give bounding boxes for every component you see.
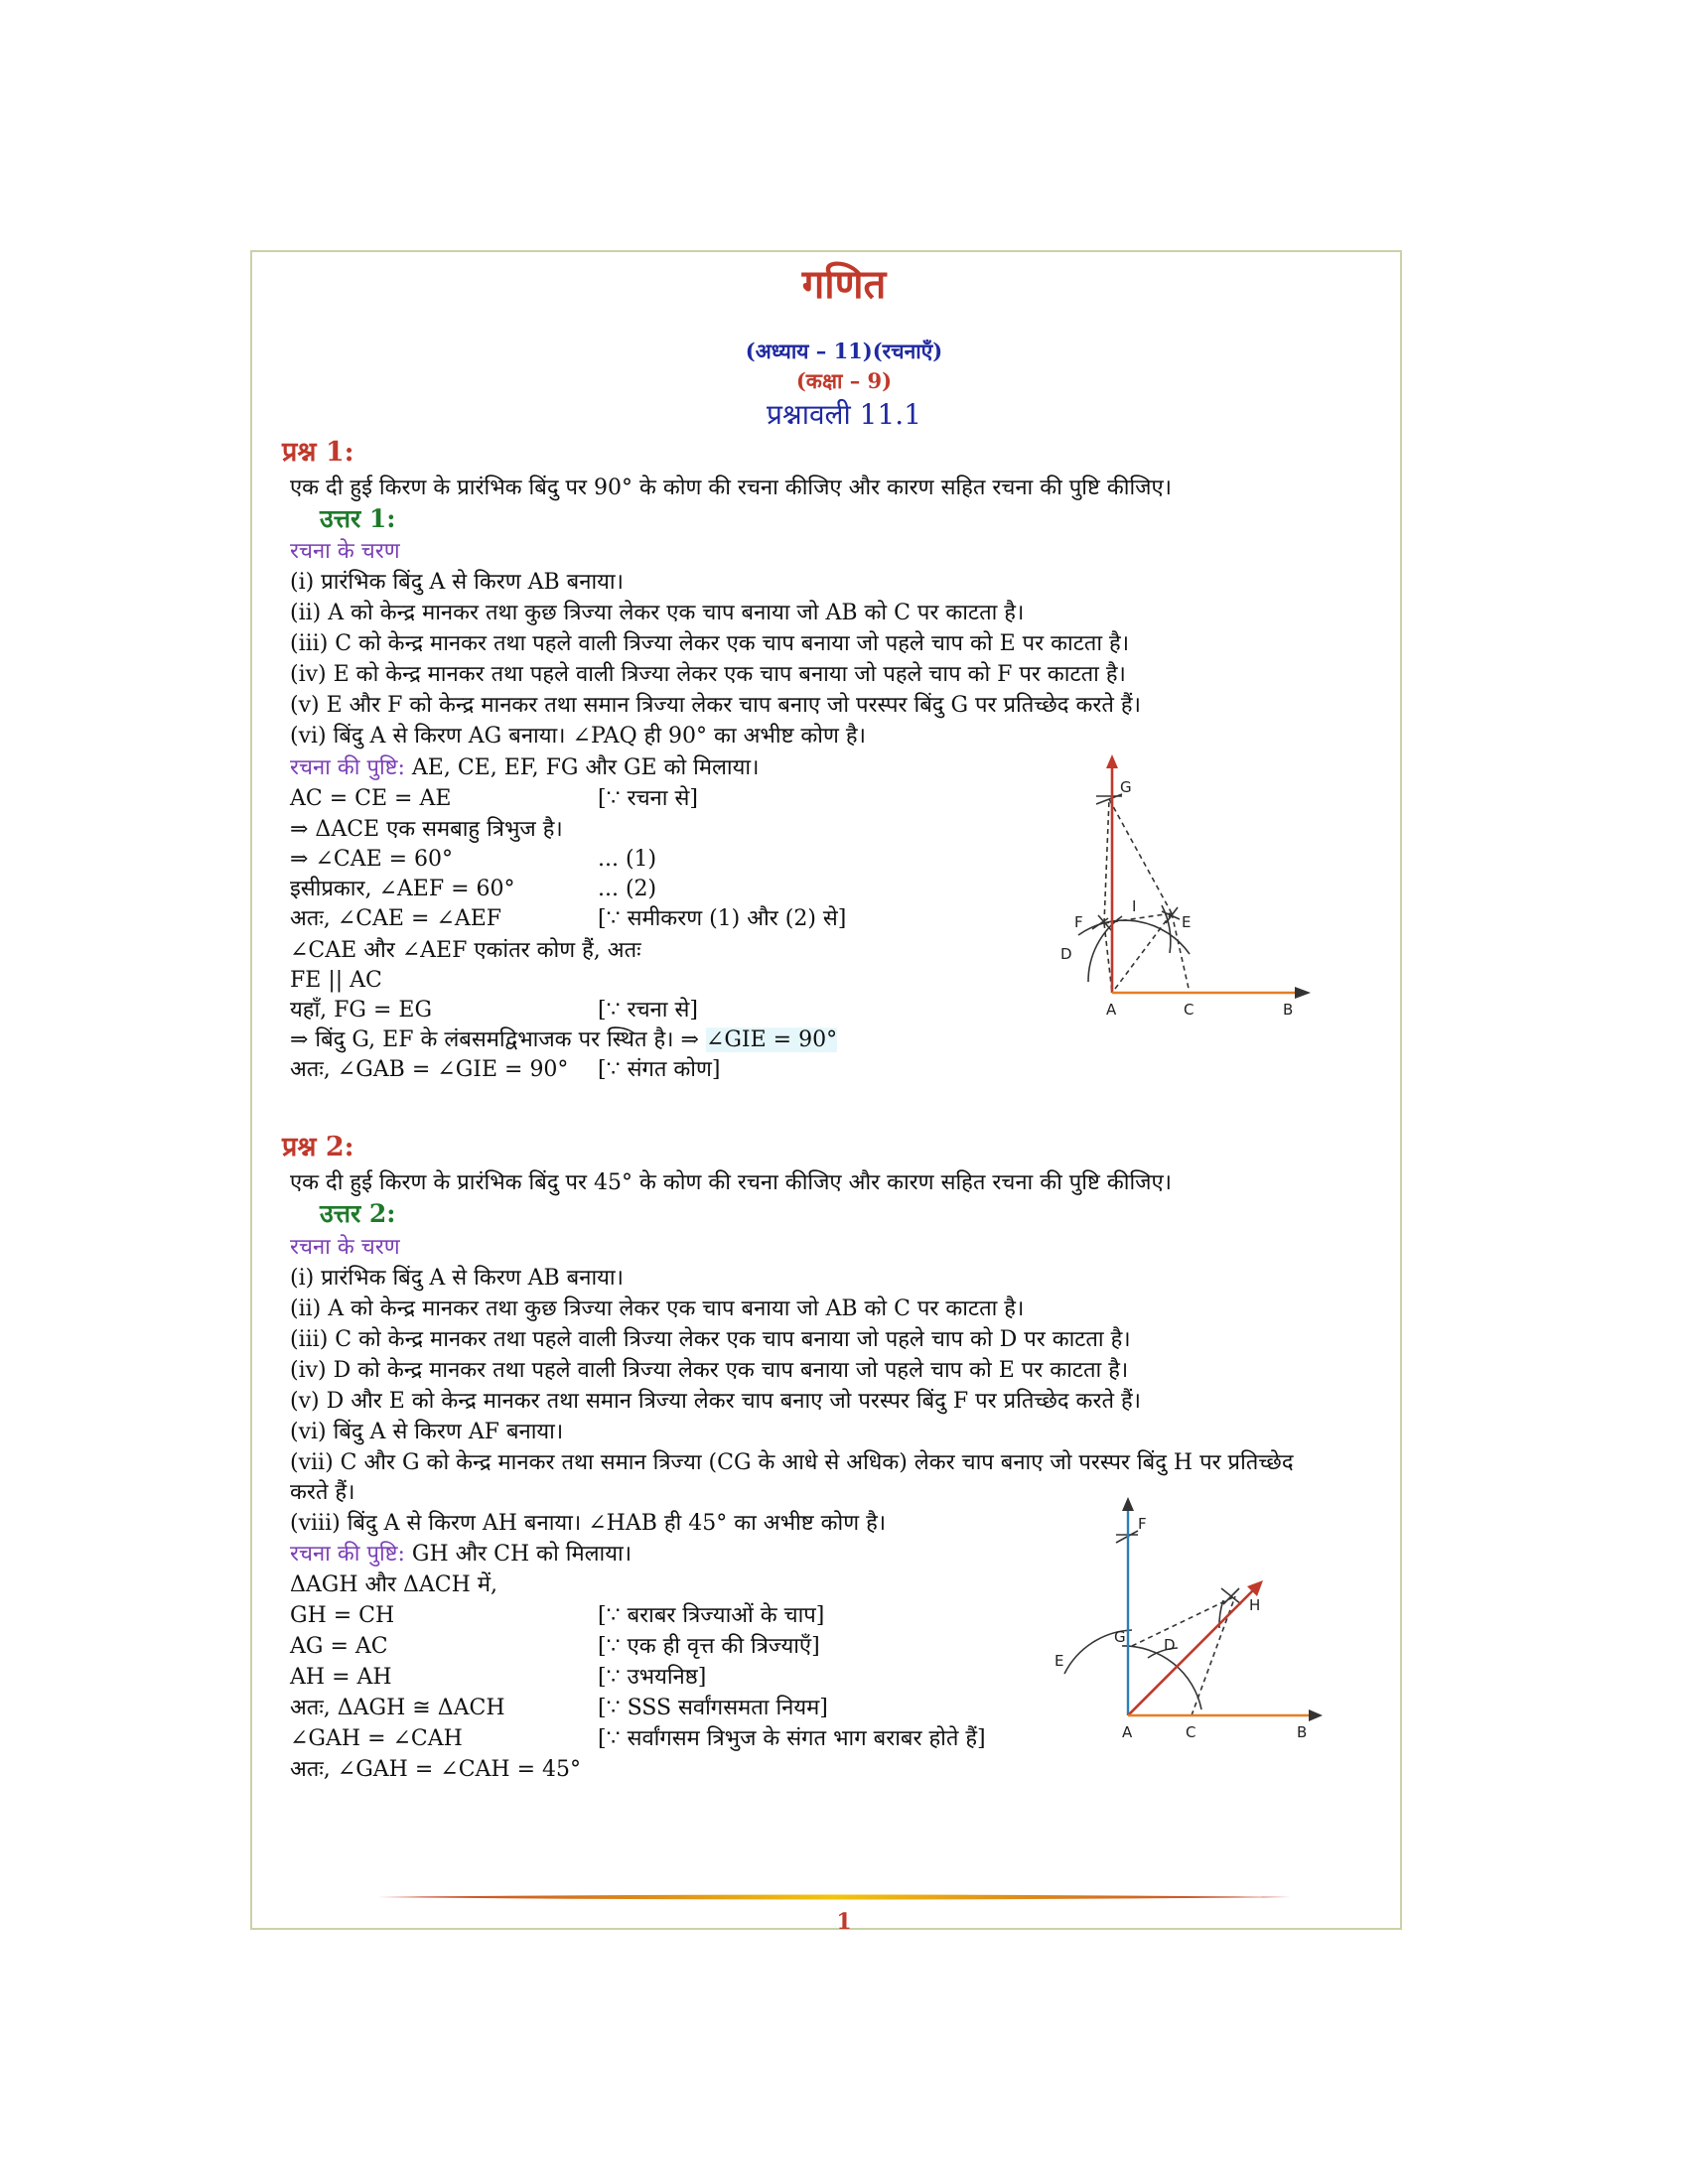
q1-proof-left: ⇒ ΔACE एक समबाहु त्रिभुज है।	[290, 817, 563, 842]
q2-proof-left: AG = AC	[290, 1634, 388, 1659]
q2-step: (iii) C को केन्द्र मानकर तथा पहले वाली त्रिज्या लेकर एक चाप बनाया जो पहले चाप को D पर काटता है।	[290, 1327, 1131, 1352]
q2-step: (viii) बिंदु A से किरण AH बनाया। ∠HAB ही 45° का अभीष्ट कोण है।	[290, 1511, 887, 1536]
q2-question: एक दी हुई किरण के प्रारंभिक बिंदु पर 45° के कोण की रचना कीजिए और कारण सहित रचना की पुष्टि कीजिए।	[290, 1170, 1172, 1195]
q1-step: (i) प्रारंभिक बिंदु A से किरण AB बनाया।	[290, 570, 624, 595]
q2-step: (ii) A को केन्द्र मानकर तथा कुछ त्रिज्या लेकर एक चाप बनाया जो AB को C पर काटता है।	[290, 1297, 1025, 1321]
label-b: B	[1283, 1001, 1294, 1019]
q2-proof-intro	[290, 1541, 632, 1569]
q2-proof-intro-text: GH और CH को मिलाया।	[404, 1542, 633, 1567]
q1-step: (vi) बिंदु A से किरण AG बनाया। ∠PAQ ही 90° का अभीष्ट कोण है।	[290, 724, 866, 749]
q1-proof-reason: [∵ रचना से]	[598, 998, 698, 1023]
label-e: E	[1055, 1652, 1064, 1670]
q2-proof-left: अतः, ΔAGH ≅ ΔACH	[290, 1696, 505, 1720]
q2-steps-heading: रचना के चरण	[290, 1235, 400, 1260]
q1-proof-left: यहाँ, FG = EG	[290, 998, 433, 1023]
q1-proof-left: ∠CAE और ∠AEF एकांतर कोण हैं, अतः	[290, 938, 641, 963]
exercise-label: प्रश्नावली 11.1	[766, 398, 922, 431]
footer-divider	[377, 1894, 1291, 1900]
q2-proof-left: GH = CH	[290, 1603, 395, 1628]
q2-proof-reason: [∵ उभयनिष्ठ]	[598, 1665, 707, 1690]
q2-proof-left: AH = AH	[290, 1665, 392, 1690]
q1-step: (v) E और F को केन्द्र मानकर तथा समान त्रिज्या लेकर चाप बनाए जो परस्पर बिंदु G पर प्रतिच्छेद करते हैं।	[290, 693, 1141, 718]
q1-proof-reason: [∵ समीकरण (1) और (2) से]	[598, 906, 847, 931]
q1-proof-reason: ... (1)	[598, 847, 657, 872]
q2-step: (i) प्रारंभिक बिंदु A से किरण AB बनाया।	[290, 1266, 624, 1291]
q1-heading: प्रश्न 1:	[282, 437, 354, 468]
label-h: H	[1249, 1596, 1261, 1614]
label-g: G	[1120, 778, 1132, 796]
q2-proof-reason: [∵ SSS सर्वांगसमता नियम]	[598, 1696, 828, 1720]
q1-step: (ii) A को केन्द्र मानकर तथा कुछ त्रिज्या लेकर एक चाप बनाया जो AB को C पर काटता है।	[290, 601, 1025, 625]
q1-proof-line	[290, 1026, 837, 1054]
label-a: A	[1106, 1001, 1117, 1019]
q2-answer-heading: उत्तर 2:	[320, 1199, 396, 1228]
page-number: 1	[836, 1909, 852, 1935]
q1-proof-left: FE || AC	[290, 968, 382, 993]
label-g: G	[1114, 1628, 1126, 1646]
q1-proof-label: रचना की पुष्टि:	[290, 755, 405, 780]
line-fg	[1104, 799, 1109, 923]
q2-heading: प्रश्न 2:	[282, 1132, 354, 1162]
q1-proof-intro	[290, 754, 759, 782]
q1-answer-heading: उत्तर 1:	[320, 504, 396, 533]
q2-step: (vii) C और G को केन्द्र मानकर तथा समान त्रिज्या (CG के आधे से अधिक) लेकर चाप बनाए जो परस्पर बिंदु H पर प्रतिच्छेद	[290, 1450, 1294, 1475]
ray-ab-arrow-icon	[1309, 1709, 1323, 1721]
q1-proof-reason: [∵ रचना से]	[598, 786, 698, 811]
q2-step: (vi) बिंदु A से किरण AF बनाया।	[290, 1420, 564, 1444]
label-c: C	[1184, 1001, 1195, 1019]
q1-proof-reason: [∵ संगत कोण]	[598, 1057, 721, 1082]
label-f: F	[1138, 1515, 1147, 1533]
ray-ah	[1128, 1586, 1257, 1715]
q1-question: एक दी हुई किरण के प्रारंभिक बिंदु पर 90° के कोण की रचना कीजिए और कारण सहित रचना की पुष्टि कीजिए।	[290, 476, 1172, 500]
q2-step: (iv) D को केन्द्र मानकर तथा पहले वाली त्रिज्या लेकर एक चाप बनाया जो पहले चाप को E पर काटता है।	[290, 1358, 1129, 1383]
q1-construction-figure	[1013, 745, 1350, 1032]
q1-proof-highlight: ∠GIE = 90°	[705, 1027, 838, 1052]
q1-proof-line-text: ⇒ बिंदु G, EF के लंबसमद्विभाजक पर स्थित है। ⇒	[290, 1027, 706, 1052]
q2-proof-label: रचना की पुष्टि:	[290, 1542, 405, 1567]
q2-proof-left: ∠GAH = ∠CAH	[290, 1726, 463, 1751]
label-f: F	[1074, 913, 1083, 931]
q2-step: करते हैं।	[290, 1480, 355, 1505]
q1-proof-left: ⇒ ∠CAE = 60°	[290, 847, 454, 872]
q2-proof-reason: [∵ एक ही वृत्त की त्रिज्याएँ]	[598, 1634, 820, 1659]
line-ea	[1112, 913, 1172, 993]
q2-step: (v) D और E को केन्द्र मानकर तथा समान त्रिज्या लेकर चाप बनाए जो परस्पर बिंदु F पर प्रतिच्छेद करते हैं।	[290, 1389, 1141, 1414]
label-a: A	[1122, 1723, 1133, 1741]
q1-proof-left: इसीप्रकार, ∠AEF = 60°	[290, 877, 515, 901]
label-c: C	[1186, 1723, 1196, 1741]
label-i: I	[1132, 897, 1137, 915]
chapter-label: (अध्याय – 11)(रचनाएँ)	[745, 339, 943, 363]
q1-steps-heading: रचना के चरण	[290, 539, 400, 564]
line-eg	[1109, 799, 1172, 913]
q1-step: (iv) E को केन्द्र मानकर तथा पहले वाली त्रिज्या लेकर एक चाप बनाया जो पहले चाप को F पर काटता है।	[290, 662, 1126, 687]
label-b: B	[1297, 1723, 1308, 1741]
label-d: D	[1060, 945, 1072, 963]
q2-proof-left: अतः, ∠GAH = ∠CAH = 45°	[290, 1757, 582, 1782]
ray-ab-arrow-icon	[1295, 987, 1311, 999]
label-d: D	[1164, 1636, 1176, 1654]
q1-proof-left: अतः, ∠CAE = ∠AEF	[290, 906, 502, 931]
q2-proof-reason: [∵ सर्वांगसम त्रिभुज के संगत भाग बराबर होते हैं]	[598, 1726, 986, 1751]
ray-af-arrow-icon	[1122, 1497, 1134, 1511]
ray-ag-arrow-icon	[1106, 754, 1118, 768]
q1-proof-intro-text: AE, CE, EF, FG और GE को मिलाया।	[404, 755, 760, 780]
q2-construction-figure	[1053, 1489, 1340, 1757]
q1-proof-left: अतः, ∠GAB = ∠GIE = 90°	[290, 1057, 569, 1082]
q2-proof-left: ΔAGH और ΔACH में,	[290, 1572, 497, 1597]
q1-proof-left: AC = CE = AE	[290, 786, 452, 811]
label-e: E	[1182, 913, 1192, 931]
class-label: (कक्षा – 9)	[795, 368, 893, 393]
q2-proof-reason: [∵ बराबर त्रिज्याओं के चाप]	[598, 1603, 825, 1628]
q1-step: (iii) C को केन्द्र मानकर तथा पहले वाली त्रिज्या लेकर एक चाप बनाया जो पहले चाप को E पर काटता है।	[290, 631, 1130, 656]
page-title: गणित	[801, 261, 887, 308]
q1-proof-reason: ... (2)	[598, 877, 657, 901]
